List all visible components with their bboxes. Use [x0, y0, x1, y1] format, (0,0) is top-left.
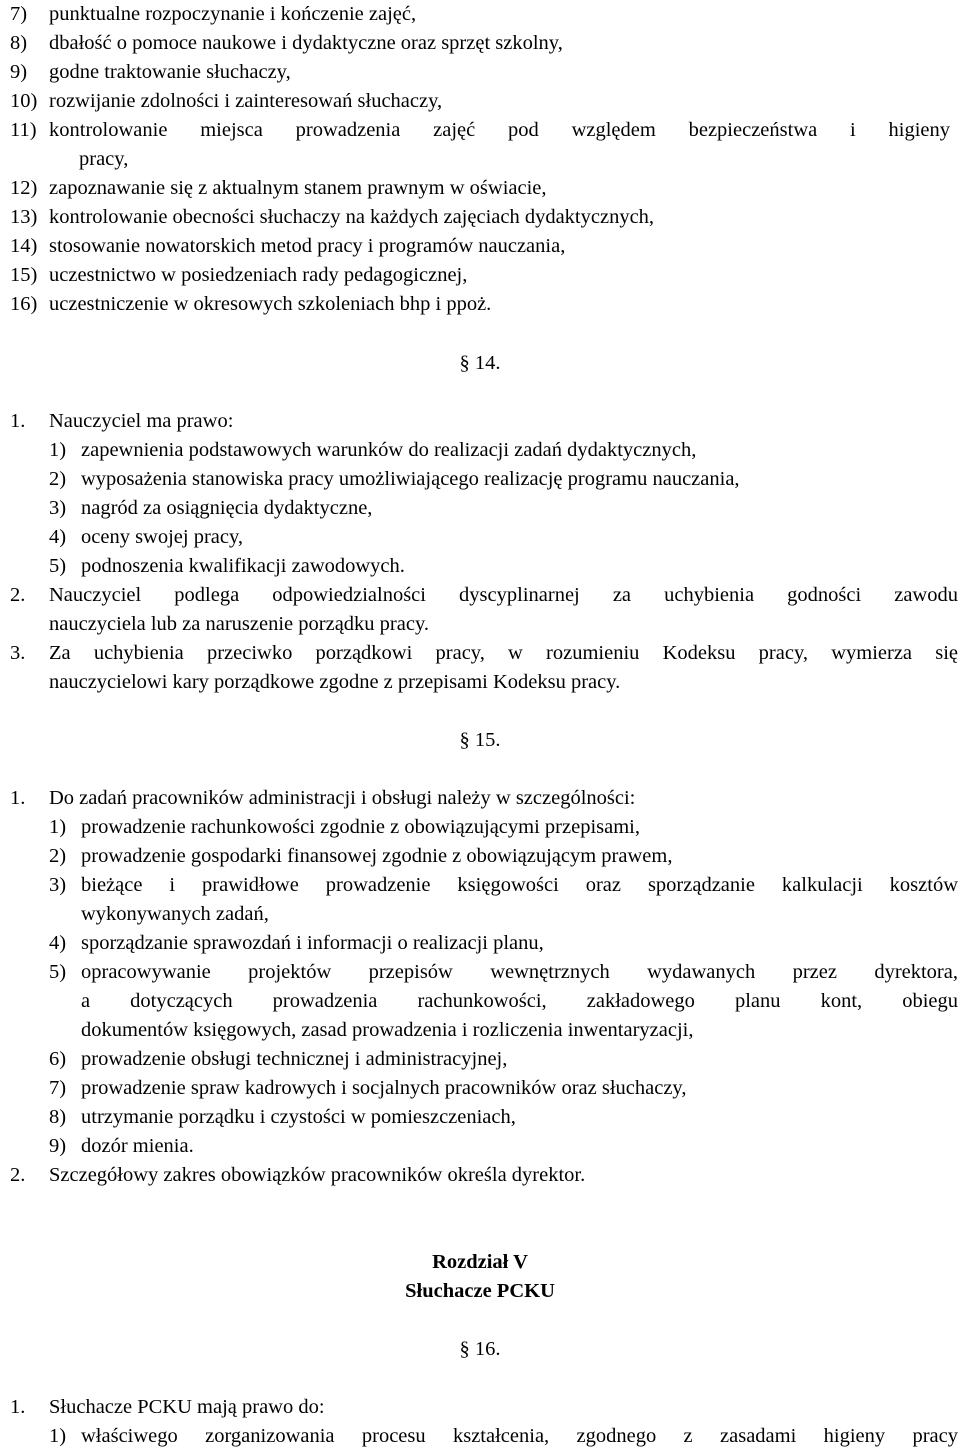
list-number: 12) — [10, 177, 38, 199]
paragraph-number: 1. — [10, 1396, 26, 1418]
list-item-text: oceny swojej pracy, — [81, 526, 244, 548]
list-number: 7) — [10, 3, 28, 25]
list-number: 9) — [10, 61, 28, 83]
paragraph-text: Nauczyciel ma prawo: — [49, 410, 234, 432]
list-item-continuation: dokumentów księgowych, zasad prowadzenia i rozliczenia inwentaryzacji, — [81, 1019, 694, 1041]
list-item-text: zapewnienia podstawowych warunków do realizacji zadań dydaktycznych, — [81, 439, 697, 461]
paragraph-number: 2. — [10, 584, 26, 606]
paragraph-text: Do zadań pracowników administracji i obsługi należy w szczególności: — [49, 787, 636, 809]
list-item-text: prowadzenie gospodarki finansowej zgodnie z obowiązującym prawem, — [81, 845, 673, 867]
list-item-text: prowadzenie spraw kadrowych i socjalnych pracowników oraz słuchaczy, — [81, 1077, 687, 1099]
list-number: 6) — [49, 1048, 67, 1070]
paragraph-number: 1. — [10, 787, 26, 809]
list-item-text: zapoznawanie się z aktualnym stanem prawnym w oświacie, — [49, 177, 547, 199]
list-number: 8) — [49, 1106, 67, 1128]
list-item-text: sporządzanie sprawozdań i informacji o realizacji planu, — [81, 932, 544, 954]
paragraph-number: 3. — [10, 642, 26, 664]
list-item-text: prowadzenie rachunkowości zgodnie z obowiązującymi przepisami, — [81, 816, 640, 838]
paragraph-text: Za uchybienia przeciwko porządkowi pracy, w rozumieniu Kodeksu pracy, wymierza się — [49, 642, 958, 664]
list-item-text: właściwego zorganizowania procesu kształcenia, zgodnego z zasadami higieny pracy — [81, 1425, 958, 1447]
list-number: 5) — [49, 961, 67, 983]
list-number: 16) — [10, 293, 38, 315]
list-number: 2) — [49, 468, 67, 490]
list-item-text: kontrolowanie miejsca prowadzenia zajęć pod względem bezpieczeństwa i higieny — [49, 119, 950, 141]
list-number: 5) — [49, 555, 67, 577]
list-item-continuation: pracy, — [79, 148, 129, 170]
list-item-text: nagród za osiągnięcia dydaktyczne, — [81, 497, 373, 519]
list-item-text: uczestniczenie w okresowych szkoleniach bhp i ppoż. — [49, 293, 492, 315]
list-number: 4) — [49, 932, 67, 954]
list-item-text: dozór mienia. — [81, 1135, 194, 1157]
list-number: 11) — [10, 119, 37, 141]
list-item-text: podnoszenia kwalifikacji zawodowych. — [81, 555, 405, 577]
list-item-text: rozwijanie zdolności i zainteresowań słuchaczy, — [49, 90, 443, 112]
list-item-continuation: wykonywanych zadań, — [81, 903, 269, 925]
list-item-text: bieżące i prawidłowe prowadzenie księgowości oraz sporządzanie kalkulacji kosztów — [81, 874, 958, 896]
list-item-text: kontrolowanie obecności słuchaczy na każdych zajęciach dydaktycznych, — [49, 206, 655, 228]
list-item-text: dbałość o pomoce naukowe i dydaktyczne oraz sprzęt szkolny, — [49, 32, 563, 54]
section-heading: § 16. — [459, 1338, 501, 1360]
list-number: 8) — [10, 32, 28, 54]
list-number: 10) — [10, 90, 38, 112]
list-item-text: uczestnictwo w posiedzeniach rady pedagogicznej, — [49, 264, 468, 286]
list-item-text: opracowywanie projektów przepisów wewnętrznych wydawanych przez dyrektora, — [81, 961, 958, 983]
list-item-text: utrzymanie porządku i czystości w pomieszczeniach, — [81, 1106, 516, 1128]
paragraph-text-continuation: nauczycielowi kary porządkowe zgodne z przepisami Kodeksu pracy. — [49, 671, 621, 693]
list-number: 1) — [49, 816, 67, 838]
paragraph-number: 1. — [10, 410, 26, 432]
list-number: 1) — [49, 1425, 67, 1447]
list-item-continuation: a dotyczących prowadzenia rachunkowości, zakładowego planu kont, obiegu — [81, 990, 958, 1012]
list-item-text: wyposażenia stanowiska pracy umożliwiającego realizację programu nauczania, — [81, 468, 740, 490]
paragraph-number: 2. — [10, 1164, 26, 1186]
list-number: 7) — [49, 1077, 67, 1099]
list-number: 3) — [49, 874, 67, 896]
list-number: 13) — [10, 206, 38, 228]
section-heading: § 15. — [459, 729, 501, 751]
list-item-text: prowadzenie obsługi technicznej i administracyjnej, — [81, 1048, 508, 1070]
paragraph-text: Słuchacze PCKU mają prawo do: — [49, 1396, 325, 1418]
list-number: 14) — [10, 235, 38, 257]
paragraph-text: Szczegółowy zakres obowiązków pracowników określa dyrektor. — [49, 1164, 586, 1186]
paragraph-text-continuation: nauczyciela lub za naruszenie porządku pracy. — [49, 613, 429, 635]
list-item-text: stosowanie nowatorskich metod pracy i programów nauczania, — [49, 235, 566, 257]
list-item-text: godne traktowanie słuchaczy, — [49, 61, 291, 83]
list-item-text: punktualne rozpoczynanie i kończenie zajęć, — [49, 3, 417, 25]
chapter-title: Rozdział V — [432, 1251, 528, 1273]
list-number: 1) — [49, 439, 67, 461]
list-number: 3) — [49, 497, 67, 519]
section-heading: § 14. — [459, 352, 501, 374]
list-number: 9) — [49, 1135, 67, 1157]
chapter-subtitle: Słuchacze PCKU — [405, 1280, 555, 1302]
list-number: 2) — [49, 845, 67, 867]
list-number: 4) — [49, 526, 67, 548]
list-number: 15) — [10, 264, 38, 286]
paragraph-text: Nauczyciel podlega odpowiedzialności dyscyplinarnej za uchybienia godności zawodu — [49, 584, 958, 606]
